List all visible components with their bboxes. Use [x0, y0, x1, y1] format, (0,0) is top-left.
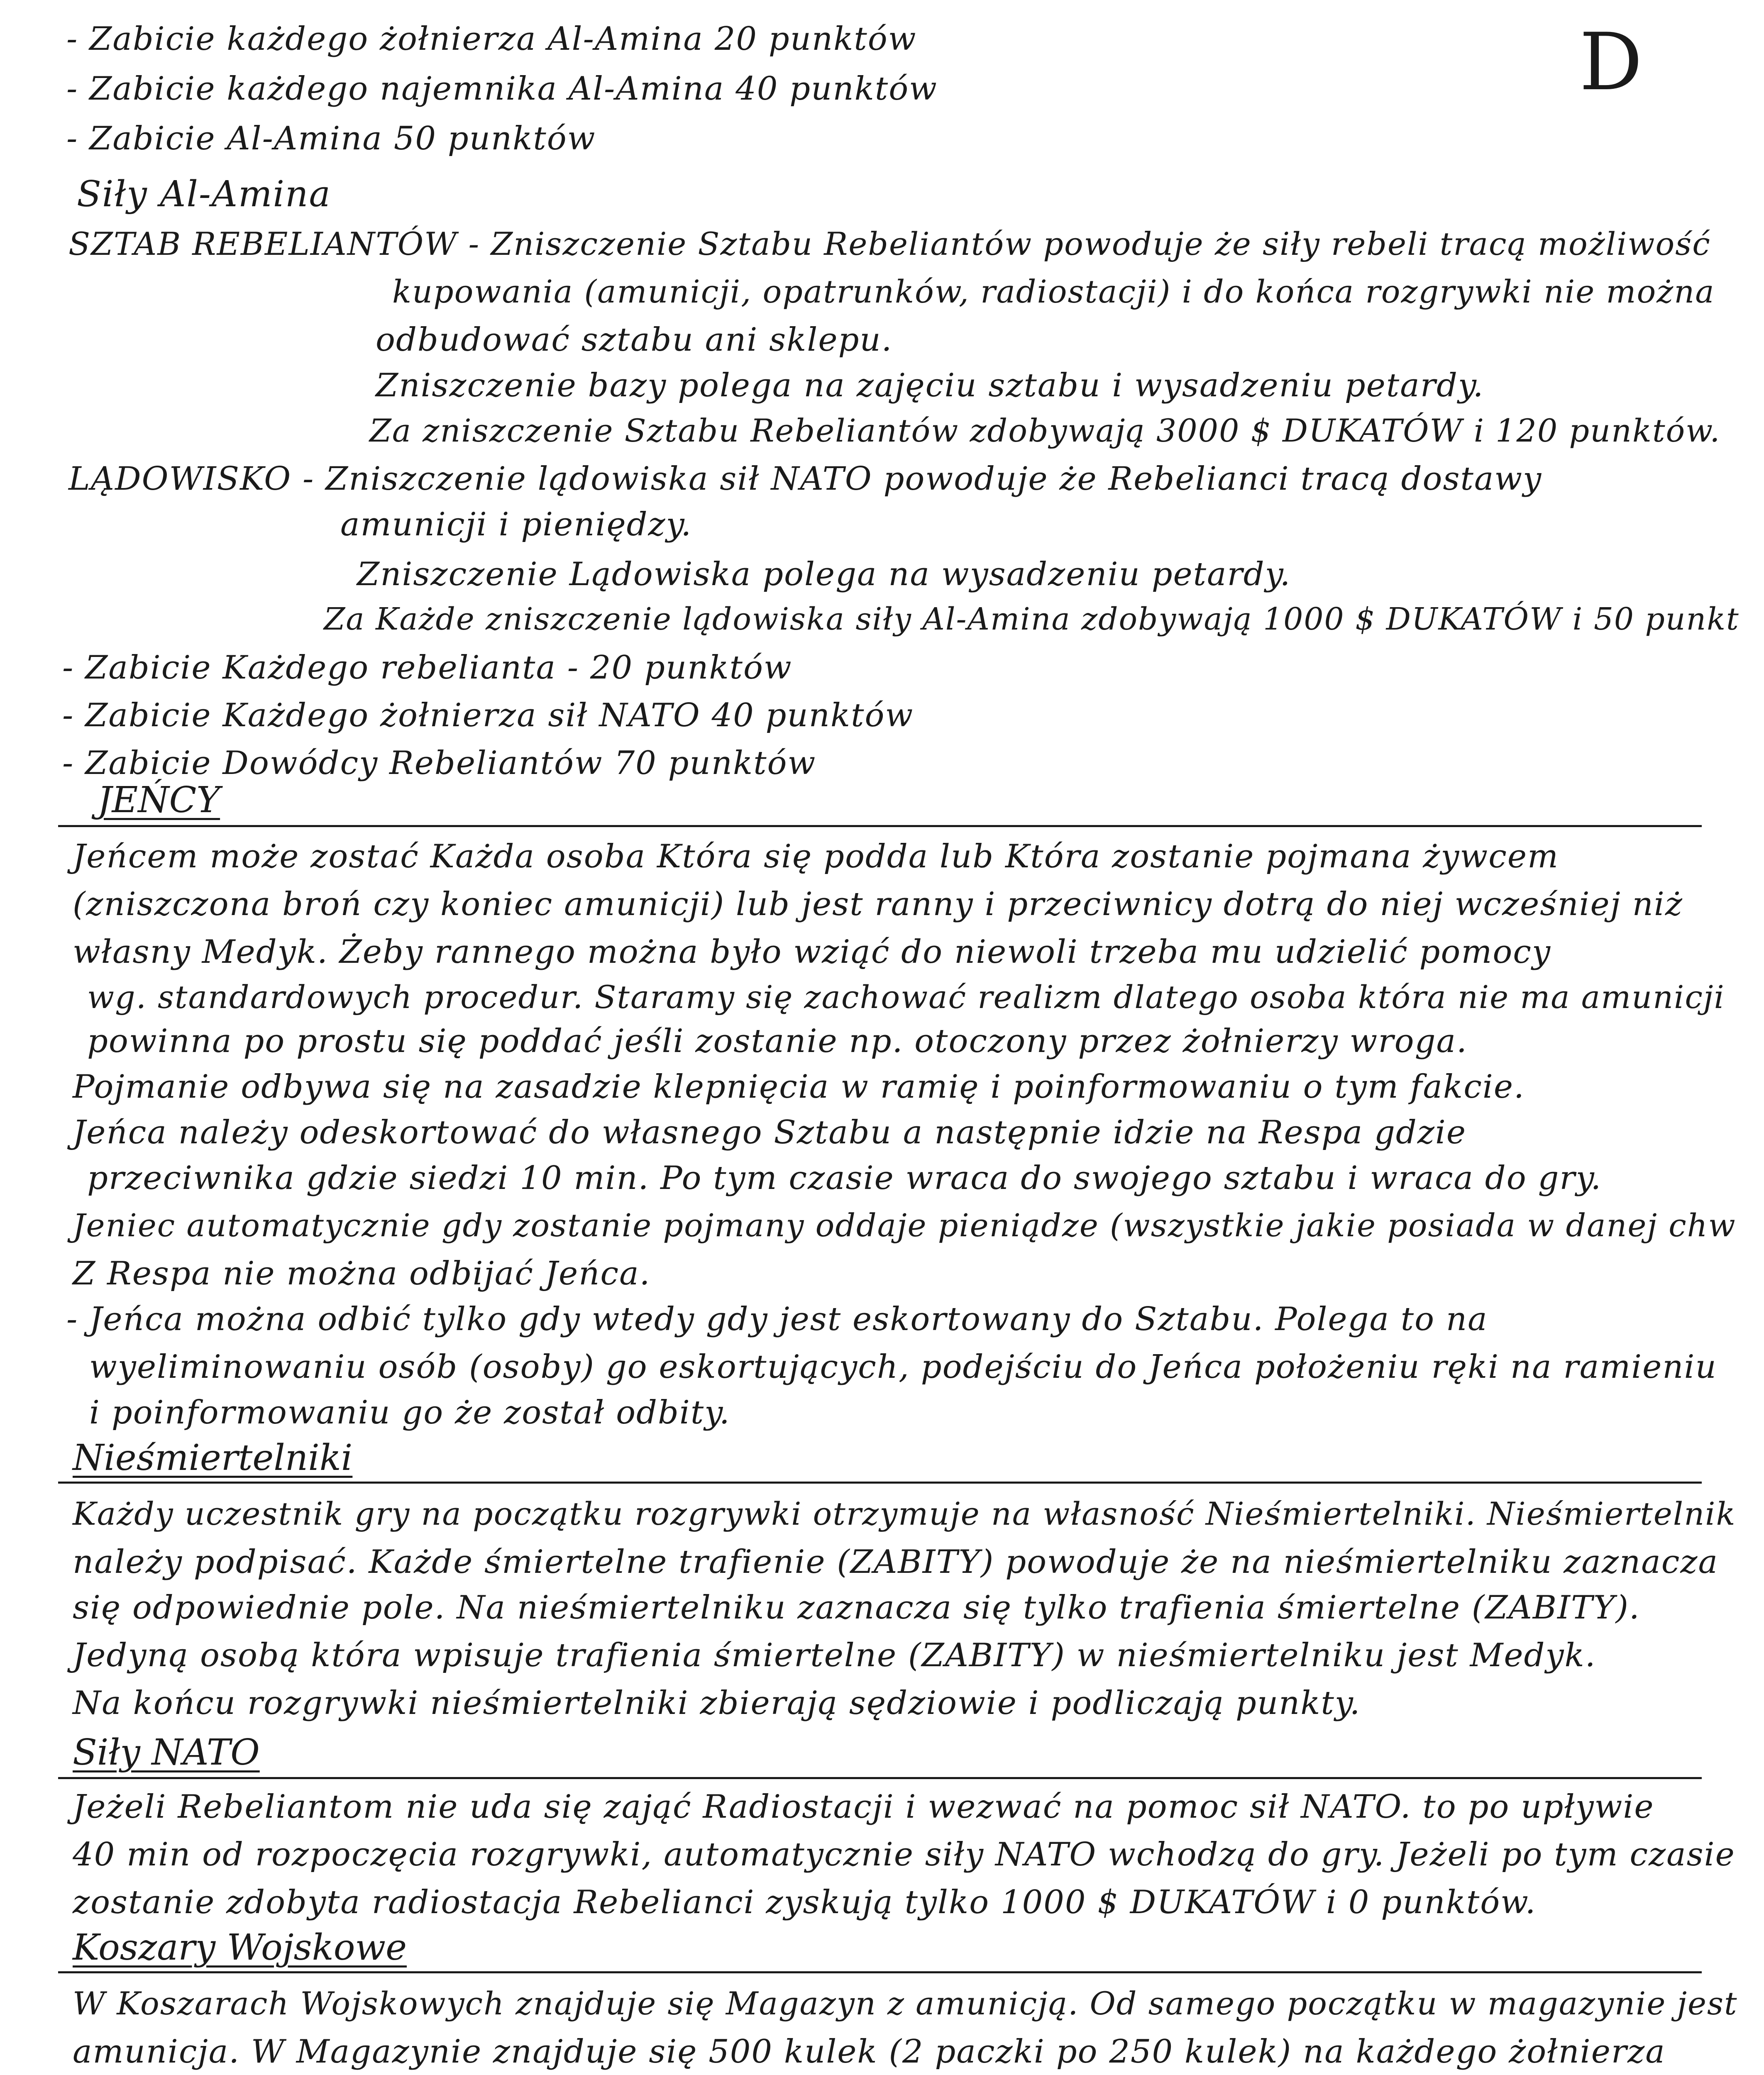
section-rule	[58, 1482, 1702, 1484]
text-line: należy podpisać. Każde śmiertelne trafienie (ZABITY) powoduje że na nieśmiertelniku zaznacza	[73, 1543, 1719, 1581]
text-line: Jeżeli Rebeliantom nie uda się zająć Radiostacji i wezwać na pomoc sił NATO. to po upływie	[73, 1788, 1654, 1826]
text-line: Jeńca należy odeskortować do własnego Sztabu a następnie idzie na Respa gdzie	[73, 1114, 1467, 1151]
section-heading: Siły Al-Amina	[77, 173, 331, 215]
section-heading: Siły NATO	[73, 1732, 260, 1773]
text-line: się odpowiednie pole. Na nieśmiertelniku zaznacza się tylko trafienia śmiertelne (ZABITY).	[73, 1589, 1640, 1626]
text-line: amunicja. W Magazynie znajduje się 500 kulek (2 paczki po 250 kulek) na każdego żołnierza	[73, 2033, 1666, 2070]
text-line: (zniszczona broń czy koniec amunicji) lub jest ranny i przeciwnicy dotrą do niej wcześniej niż	[73, 886, 1683, 923]
text-line: Jeńcem może zostać Każda osoba Która się podda lub Która zostanie pojmana żywcem	[73, 838, 1559, 875]
text-line: wyeliminowaniu osób (osoby) go eskortujących, podejściu do Jeńca położeniu ręki na ramieniu	[89, 1348, 1717, 1386]
text-line: przeciwnika gdzie siedzi 10 min. Po tym czasie wraca do swojego sztabu i wraca do gry.	[87, 1160, 1602, 1197]
text-line: Na końcu rozgrywki nieśmiertelniki zbierają sędziowie i podliczają punkty.	[73, 1684, 1361, 1722]
kill-line: - Zabicie Każdego rebelianta - 20 punktów	[62, 649, 792, 686]
text-line: Zniszczenie Lądowiska polega na wysadzeniu petardy.	[357, 556, 1291, 593]
text-line: - Jeńca można odbić tylko gdy wtedy gdy jest eskortowany do Sztabu. Polega to na	[66, 1301, 1488, 1338]
text-line: Każdy uczestnik gry na początku rozgrywki otrzymuje na własność Nieśmiertelniki. Nieśmiertelnik	[73, 1495, 1736, 1532]
text-line: 40 min od rozpoczęcia rozgrywki, automatycznie siły NATO wchodzą do gry. Jeżeli po tym czasie	[73, 1836, 1735, 1873]
text-line: i poinformowaniu go że został odbity.	[89, 1394, 731, 1431]
text-line: Pojmanie odbywa się na zasadzie klepnięcia w ramię i poinformowaniu o tym fakcie.	[73, 1068, 1525, 1106]
section-rule	[58, 1777, 1702, 1779]
section-heading: JEŃCY	[98, 779, 220, 821]
points-line: - Zabicie każdego żołnierza Al-Amina 20 punktów	[66, 20, 917, 58]
section-rule	[58, 1971, 1702, 1973]
text-line: SZTAB REBELIANTÓW - Zniszczenie Sztabu Rebeliantów powoduje że siły rebeli tracą możliwość	[68, 225, 1711, 262]
text-line: zostanie zdobyta radiostacja Rebelianci zyskują tylko 1000 $ DUKATÓW i 0 punktów.	[73, 1884, 1537, 1921]
text-line: powinna po prostu się poddać jeśli zostanie np. otoczony przez żołnierzy wroga.	[87, 1023, 1468, 1060]
page-letter: D	[1579, 16, 1643, 108]
text-line: Za Każde zniszczenie lądowiska siły Al-Amina zdobywają 1000 $ DUKATÓW i 50 punkt	[324, 601, 1740, 637]
text-line: Z Respa nie można odbijać Jeńca.	[73, 1255, 651, 1292]
section-heading: Nieśmiertelniki	[73, 1437, 353, 1479]
kill-line: - Zabicie Dowódcy Rebeliantów 70 punktów	[62, 745, 816, 782]
text-line: amunicji i pieniędzy.	[340, 506, 692, 543]
text-line: W Koszarach Wojskowych znajduje się Magazyn z amunicją. Od samego początku w magazynie jest	[73, 1985, 1738, 2022]
section-heading: Koszary Wojskowe	[73, 1927, 407, 1968]
text-line: Jedyną osobą która wpisuje trafienia śmiertelne (ZABITY) w nieśmiertelniku jest Medyk.	[73, 1637, 1596, 1674]
section-rule	[58, 825, 1702, 827]
text-line: LĄDOWISKO - Zniszczenie lądowiska sił NATO powoduje że Rebelianci tracą dostawy	[68, 460, 1542, 498]
points-line: - Zabicie Al-Amina 50 punktów	[66, 120, 596, 157]
text-line: Za zniszczenie Sztabu Rebeliantów zdobywają 3000 $ DUKATÓW i 120 punktów.	[369, 412, 1721, 449]
text-line: Jeniec automatycznie gdy zostanie pojmany oddaje pieniądze (wszystkie jakie posiada w danej chw	[73, 1207, 1736, 1244]
text-line: własny Medyk. Żeby rannego można było wziąć do niewoli trzeba mu udzielić pomocy	[73, 933, 1551, 971]
points-line: - Zabicie każdego najemnika Al-Amina 40 punktów	[66, 70, 938, 107]
kill-line: - Zabicie Każdego żołnierza sił NATO 40 punktów	[62, 697, 914, 734]
text-line: Zniszczenie bazy polega na zajęciu sztabu i wysadzeniu petardy.	[376, 367, 1484, 404]
text-line: kupowania (amunicji, opatrunków, radiostacji) i do końca rozgrywki nie można	[392, 273, 1715, 310]
text-line: wg. standardowych procedur. Staramy się zachować realizm dlatego osoba która nie ma amunicji	[87, 979, 1725, 1016]
text-line: odbudować sztabu ani sklepu.	[376, 321, 893, 359]
